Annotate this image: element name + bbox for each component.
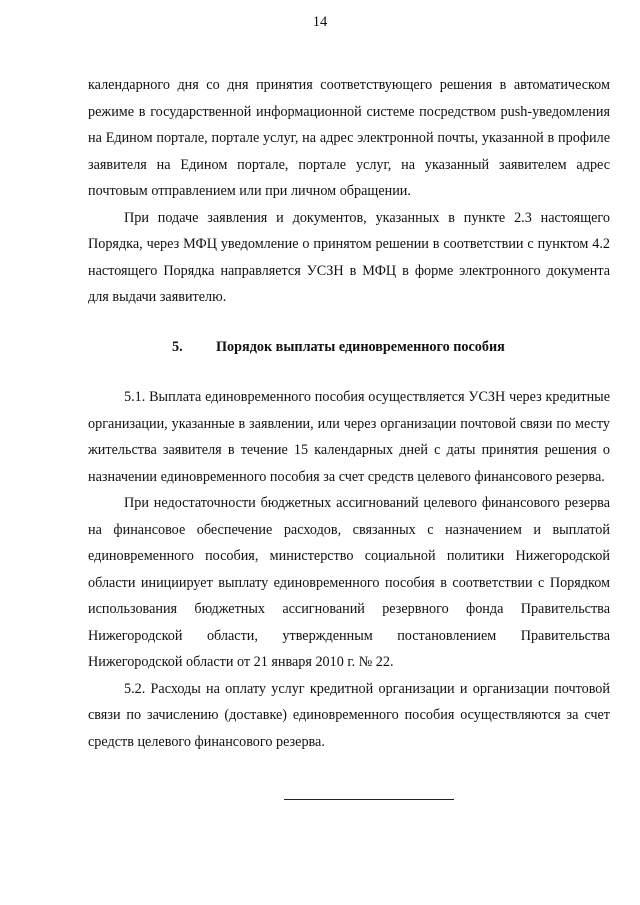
paragraph-5-2: 5.2. Расходы на оплату услуг кредитной организации и организации почтовой связи по зачислению (доставке) единовременного пособия осуществляются за счет средств целевого финансового резерва. — [88, 680, 610, 750]
section-heading — [88, 334, 610, 361]
section-number: 5. — [172, 338, 183, 355]
paragraph-continuation: календарного дня со дня принятия соответствующего решения в автоматическом режиме в государственной информационной системе посредством push-уведомления на Едином портале, портале услуг, на адрес электронной почты, указанной в профиле заявителя на Едином портале, портале услуг, на указанный заявителем адрес почтовым отправлением или при личном обращении. — [88, 77, 610, 199]
paragraph-5-1: 5.1. Выплата единовременного пособия осуществляется УСЗН через кредитные организации, указанные в заявлении, или через организации почтовой связи по месту жительства заявителя в течение 15 календарных дней с даты принятия решения о назначении единовременного пособия за счет средств целевого финансового резерва. — [88, 389, 610, 485]
end-divider-line — [284, 799, 454, 800]
section-title: Порядок выплаты единовременного пособия — [216, 338, 505, 355]
paragraph-mfc-notification: При подаче заявления и документов, указанных в пункте 2.3 настоящего Порядка, через МФЦ уведомление о принятом решении в соответствии с пунктом 4.2 настоящего Порядка направляется УСЗН в МФЦ в форме электронного документа для выдачи заявителю. — [88, 209, 610, 305]
document-body — [88, 72, 610, 755]
page-number: 14 — [312, 14, 328, 30]
paragraph-5-1-insufficient-funds: При недостаточности бюджетных ассигнований целевого финансового резерва на финансовое обеспечение расходов, связанных с назначением и выплатой единовременного пособия, министерство социальной политики Нижегородской области инициирует выплату единовременного пособия в соответствии с Порядком использования бюджетных ассигнований резервного фонда Правительства Нижегородской области, утвержденным постановлением Правительства Нижегородской области от 21 января 2010 г. № 22. — [88, 495, 610, 670]
